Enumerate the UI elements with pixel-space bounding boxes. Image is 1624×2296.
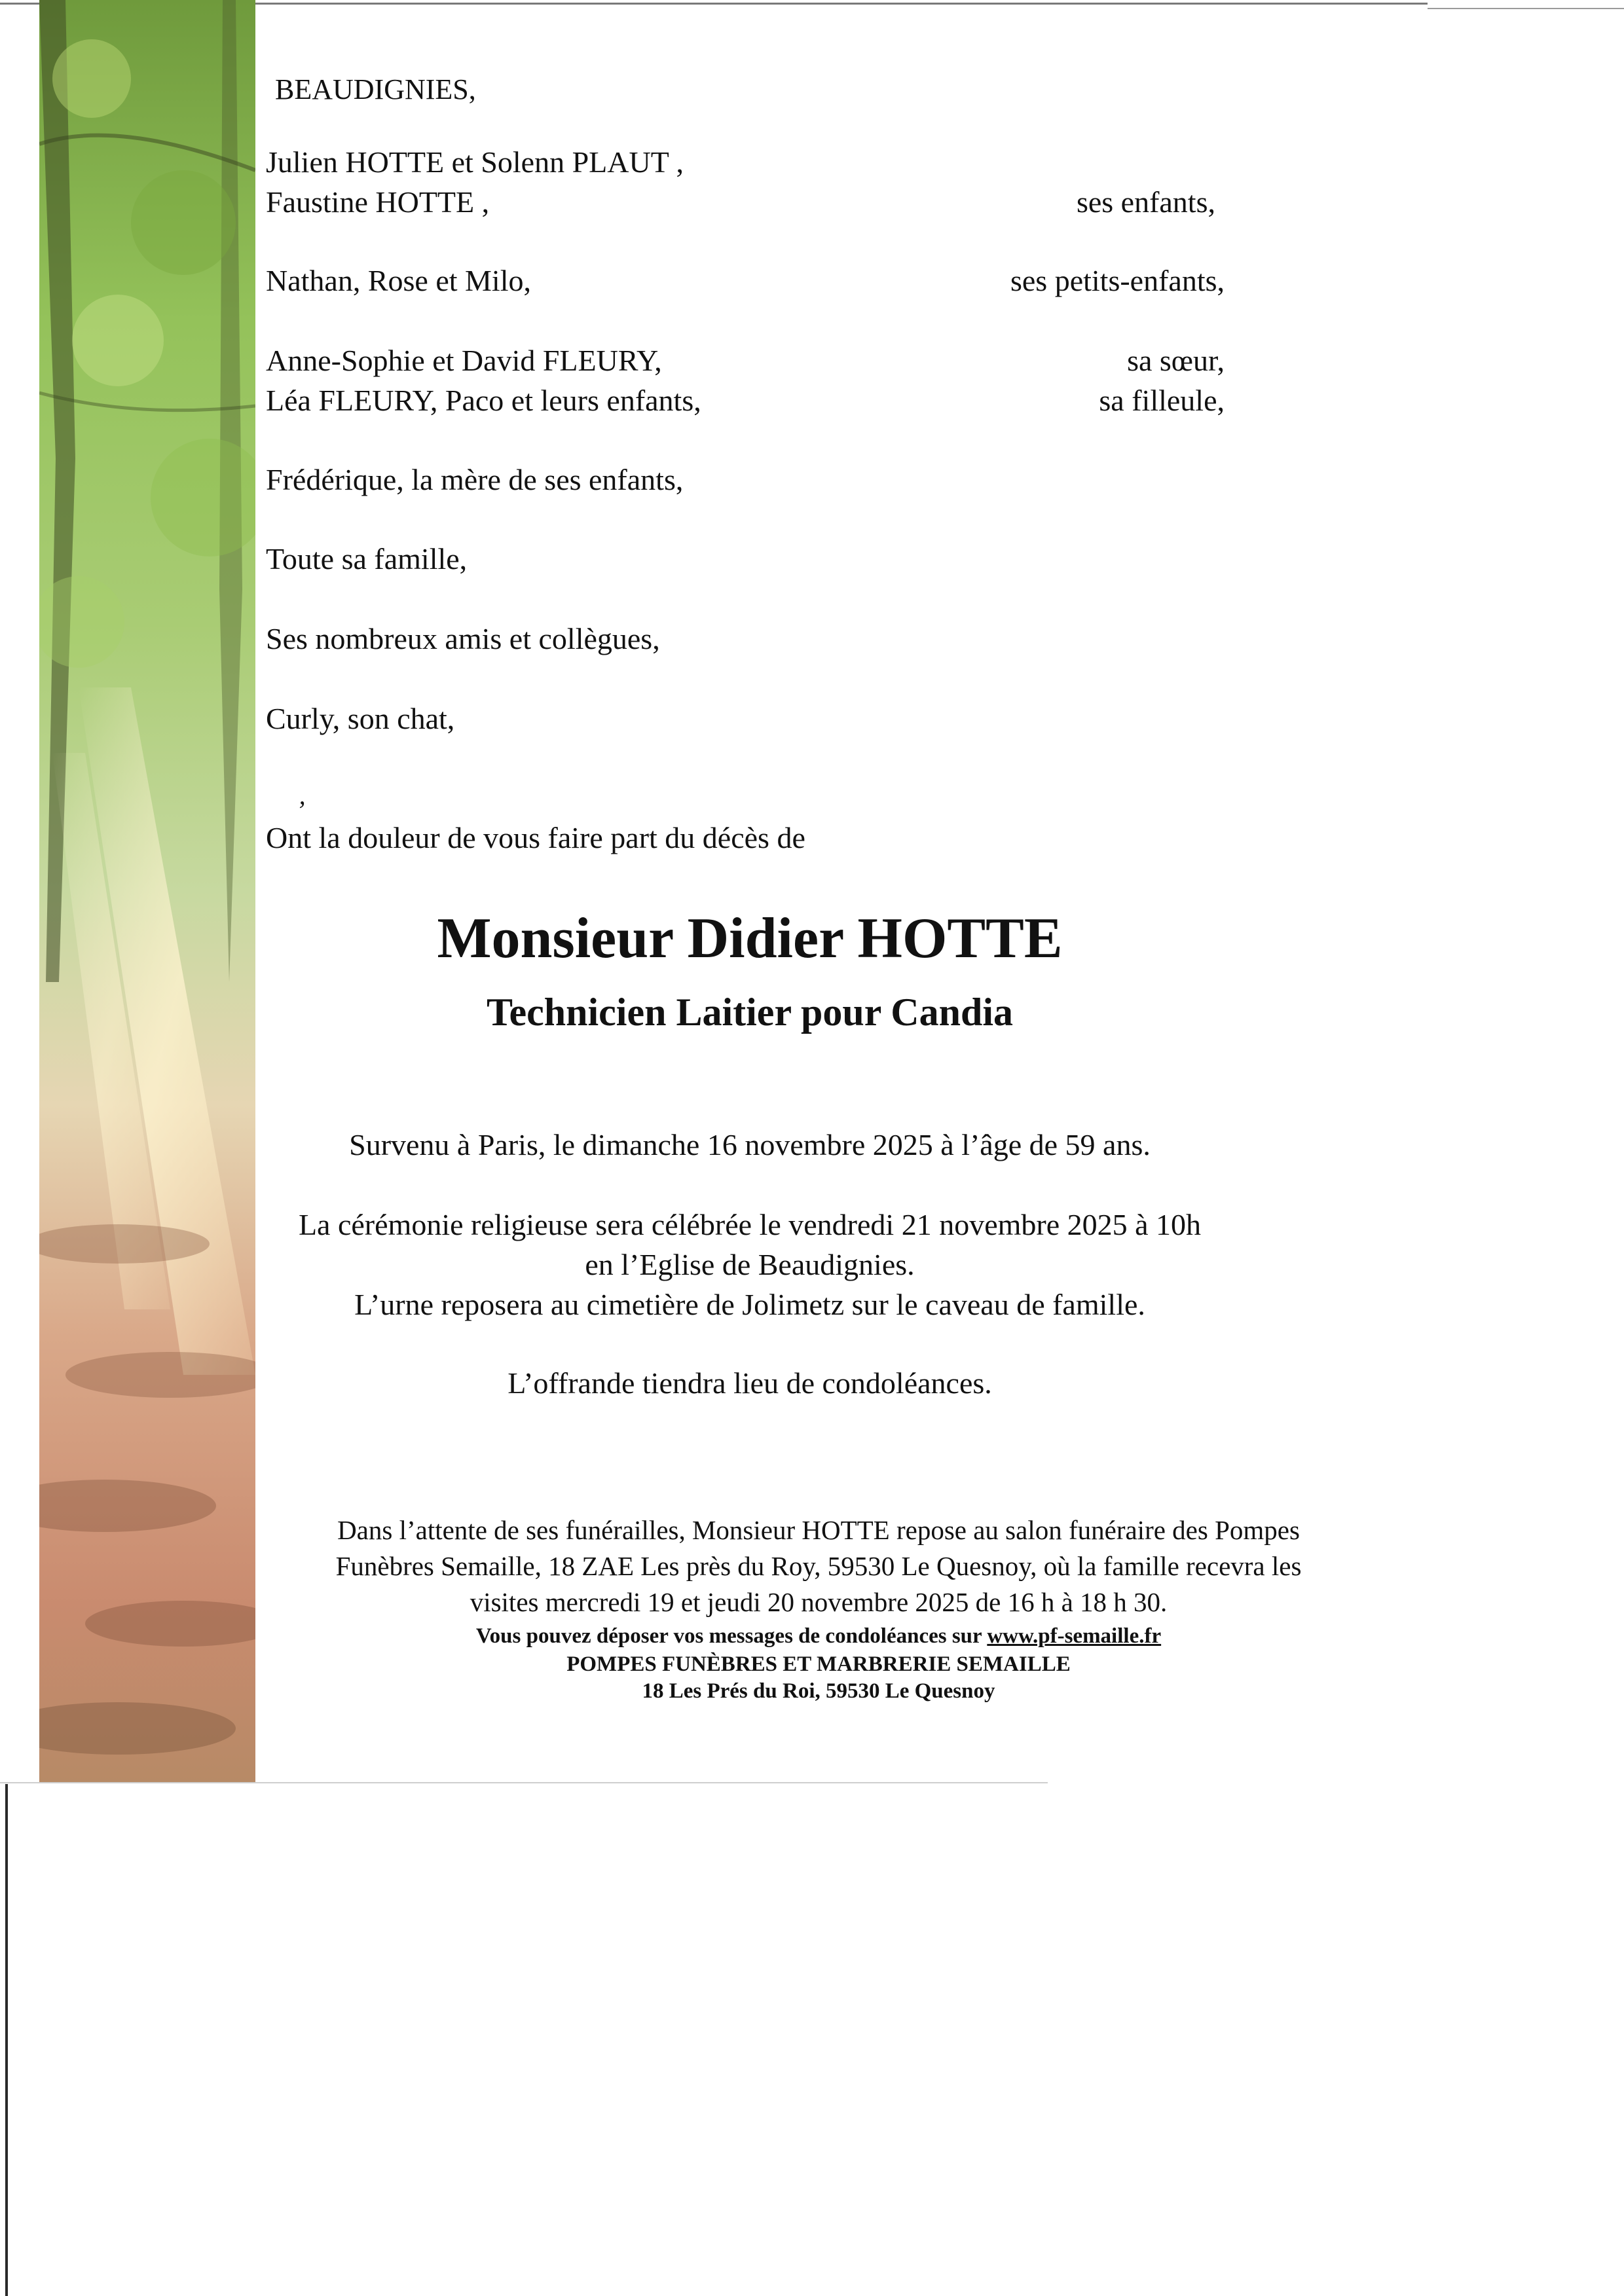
scan-top-border-right — [1428, 8, 1624, 9]
ceremony-line-1: La cérémonie religieuse sera célébrée le vendredi 21 novembre 2025 à 10h — [298, 1208, 1202, 1241]
family-sister-names: Anne-Sophie et David FLEURY, — [266, 344, 662, 377]
family-grandchildren-names: Nathan, Rose et Milo, — [266, 264, 531, 297]
family-friends: Ses nombreux amis et collègues, — [266, 622, 660, 655]
stray-mark: ʼ — [296, 795, 305, 825]
website-link[interactable]: www.pf-semaille.fr — [987, 1624, 1162, 1648]
condolences-line — [255, 1626, 1382, 1647]
company-name: POMPES FUNÈBRES ET MARBRERIE SEMAILLE — [566, 1652, 1071, 1676]
deceased-occupation: Technicien Laitier pour Candia — [486, 991, 1014, 1034]
family-sister-relation: sa sœur, — [1127, 344, 1225, 377]
family-children-names-2: Faustine HOTTE , — [266, 185, 490, 219]
family-grandchildren-relation: ses petits-enfants, — [1010, 264, 1225, 297]
family-mother-of-children: Frédérique, la mère de ses enfants, — [266, 463, 684, 496]
forest-path-image — [39, 0, 255, 1782]
funeral-home-line-2: Funèbres Semaille, 18 ZAE Les près du Roy, 59530 Le Quesnoy, où la famille recevra les — [335, 1551, 1302, 1581]
urn-details: L’urne reposera au cimetière de Jolimetz sur le caveau de famille. — [354, 1288, 1145, 1321]
family-cat: Curly, son chat, — [266, 702, 455, 735]
announcement-text: Ont la douleur de vous faire part du décès de — [266, 821, 805, 854]
family-goddaughter-names: Léa FLEURY, Paco et leurs enfants, — [266, 384, 701, 417]
death-details: Survenu à Paris, le dimanche 16 novembre 2025 à l’âge de 59 ans. — [349, 1128, 1151, 1161]
condolences-prefix: Vous pouvez déposer vos messages de condoléances sur — [475, 1624, 982, 1648]
company-address: 18 Les Prés du Roi, 59530 Le Quesnoy — [642, 1679, 995, 1703]
funeral-home-line-1: Dans l’attente de ses funérailles, Monsieur HOTTE repose au salon funéraire des Pompes — [337, 1515, 1300, 1545]
card-bottom-edge — [0, 1782, 1048, 1783]
family-whole-family: Toute sa famille, — [266, 542, 468, 575]
deceased-name: Monsieur Didier HOTTE — [437, 907, 1063, 970]
family-goddaughter-relation: sa filleule, — [1099, 384, 1225, 417]
ceremony-line-2: en l’Eglise de Beaudignies. — [585, 1248, 915, 1281]
family-children-relation: ses enfants, — [1076, 185, 1215, 219]
family-children-names-1: Julien HOTTE et Solenn PLAUT , — [266, 145, 684, 179]
scan-left-border — [5, 1784, 8, 2296]
offering-note: L’offrande tiendra lieu de condoléances. — [507, 1366, 992, 1400]
funeral-home-line-3: visites mercredi 19 et jeudi 20 novembre 2025 de 16 h à 18 h 30. — [470, 1587, 1168, 1617]
town-heading: BEAUDIGNIES, — [275, 73, 476, 105]
